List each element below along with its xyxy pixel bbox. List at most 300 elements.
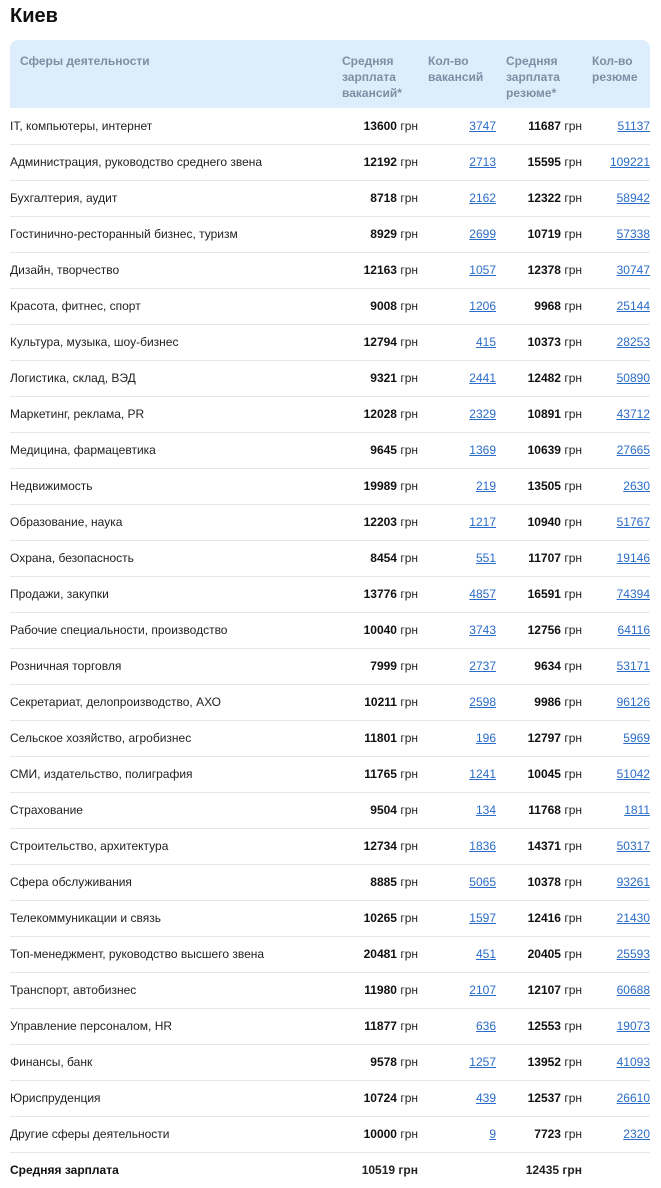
salary-resumes-value: 13952 [527, 1055, 561, 1069]
salary-resumes-cell [496, 180, 582, 216]
vacancies-link[interactable]: 1257 [469, 1055, 496, 1069]
salary-resumes-cell [496, 972, 582, 1008]
vacancies-cell [418, 1080, 496, 1116]
currency-label: грн [564, 983, 582, 997]
resumes-link[interactable]: 43712 [616, 407, 650, 421]
vacancies-cell [418, 288, 496, 324]
vacancies-cell [418, 396, 496, 432]
resumes-cell [582, 540, 650, 576]
vacancies-link[interactable]: 1206 [469, 299, 496, 313]
salary-vacancies-value: 12734 [363, 839, 397, 853]
currency-label: грн [564, 803, 582, 817]
vacancies-cell [418, 576, 496, 612]
currency-label: грн [400, 155, 418, 169]
salary-resumes-cell [496, 936, 582, 972]
vacancies-link[interactable]: 4857 [469, 587, 496, 601]
currency-label: грн [564, 731, 582, 745]
resumes-cell [582, 684, 650, 720]
category-cell: Недвижимость [10, 468, 332, 504]
salary-vacancies-cell [332, 216, 418, 252]
resumes-cell [582, 900, 650, 936]
resumes-cell [582, 396, 650, 432]
vacancies-cell [418, 468, 496, 504]
vacancies-link[interactable]: 439 [475, 1091, 496, 1105]
salary-vacancies-cell [332, 288, 418, 324]
salary-resumes-value: 12797 [527, 731, 561, 745]
currency-label: грн [400, 1127, 418, 1141]
resumes-link[interactable]: 25144 [616, 299, 650, 313]
salary-vacancies-value: 11877 [364, 1019, 397, 1033]
vacancies-link[interactable]: 9 [489, 1127, 496, 1141]
currency-label: грн [400, 587, 418, 601]
currency-label: грн [564, 515, 582, 529]
resumes-cell [582, 1080, 650, 1116]
category-cell: Бухгалтерия, аудит [10, 180, 332, 216]
salary-vacancies-value: 13600 [363, 118, 397, 133]
salary-table [10, 40, 650, 1188]
resumes-link[interactable]: 19146 [616, 551, 650, 565]
vacancies-cell [418, 756, 496, 792]
salary-vacancies-cell [332, 1008, 418, 1044]
resumes-link[interactable]: 21430 [616, 911, 650, 925]
table-header-row [10, 40, 650, 108]
resumes-link[interactable]: 74394 [616, 587, 650, 601]
salary-resumes-cell [496, 468, 582, 504]
vacancies-cell [418, 684, 496, 720]
salary-resumes-cell [496, 504, 582, 540]
salary-vacancies-cell [332, 432, 418, 468]
total-salary-resumes-cell [496, 1152, 582, 1188]
resumes-link[interactable]: 26610 [616, 1091, 650, 1105]
salary-resumes-cell [496, 396, 582, 432]
currency-label: грн [564, 191, 582, 205]
header-count-resumes: Кол-во резюме [582, 40, 650, 108]
resumes-link[interactable]: 50890 [616, 371, 650, 385]
vacancies-cell [418, 1116, 496, 1152]
salary-vacancies-value: 11980 [364, 983, 397, 997]
vacancies-link[interactable]: 3747 [469, 118, 496, 133]
vacancies-link[interactable]: 2737 [469, 659, 496, 673]
vacancies-cell [418, 612, 496, 648]
vacancies-cell [418, 504, 496, 540]
table-row [10, 612, 650, 648]
salary-vacancies-value: 12163 [363, 263, 397, 277]
salary-vacancies-cell [332, 108, 418, 144]
resumes-link[interactable]: 50317 [616, 839, 650, 853]
currency-label: грн [564, 623, 582, 637]
salary-resumes-cell [496, 792, 582, 828]
salary-vacancies-value: 12028 [363, 407, 397, 421]
currency-label: грн [400, 839, 418, 853]
resumes-link[interactable]: 19073 [616, 1019, 650, 1033]
resumes-cell [582, 216, 650, 252]
resumes-cell [582, 252, 650, 288]
vacancies-link[interactable]: 219 [475, 479, 496, 493]
category-cell: Розничная торговля [10, 648, 332, 684]
currency-label: грн [564, 299, 582, 313]
salary-resumes-value: 10940 [527, 515, 561, 529]
salary-resumes-cell [496, 576, 582, 612]
currency-label: грн [400, 767, 418, 781]
vacancies-cell [418, 936, 496, 972]
header-count-vacancies: Кол-во вакансий [418, 40, 496, 108]
vacancies-link[interactable]: 1241 [469, 767, 496, 781]
resumes-cell [582, 612, 650, 648]
salary-resumes-value: 10719 [527, 227, 561, 241]
category-cell: Другие сферы деятельности [10, 1116, 332, 1152]
currency-label: грн [564, 371, 582, 385]
currency-label: грн [400, 299, 418, 313]
vacancies-link[interactable]: 1597 [469, 911, 496, 925]
salary-vacancies-value: 11765 [364, 767, 397, 781]
currency-label: грн [400, 695, 418, 709]
table-row [10, 1044, 650, 1080]
vacancies-link[interactable]: 2713 [469, 155, 496, 169]
salary-vacancies-cell [332, 720, 418, 756]
salary-resumes-cell [496, 252, 582, 288]
vacancies-cell [418, 324, 496, 360]
resumes-link[interactable]: 53171 [616, 659, 650, 673]
category-cell: Продажи, закупки [10, 576, 332, 612]
salary-resumes-value: 11687 [528, 118, 561, 133]
salary-vacancies-cell [332, 828, 418, 864]
vacancies-link[interactable]: 2598 [469, 695, 496, 709]
resumes-cell [582, 1044, 650, 1080]
salary-vacancies-value: 9504 [370, 803, 397, 817]
header-salary-resumes: Средняя зарплата резюме* [496, 40, 582, 108]
salary-vacancies-cell [332, 936, 418, 972]
vacancies-link[interactable]: 636 [475, 1019, 496, 1033]
resumes-cell [582, 180, 650, 216]
vacancies-link[interactable]: 451 [475, 947, 496, 961]
resumes-cell [582, 576, 650, 612]
table-row [10, 684, 650, 720]
category-cell: Транспорт, автобизнес [10, 972, 332, 1008]
total-salary-resumes-value: 12435 [525, 1163, 560, 1178]
category-cell: Строительство, архитектура [10, 828, 332, 864]
salary-resumes-value: 11707 [528, 551, 561, 565]
category-cell: Охрана, безопасность [10, 540, 332, 576]
header-category: Сферы деятельности [10, 40, 332, 108]
table-row [10, 1116, 650, 1152]
salary-vacancies-cell [332, 504, 418, 540]
vacancies-cell [418, 144, 496, 180]
category-cell: СМИ, издательство, полиграфия [10, 756, 332, 792]
resumes-link[interactable]: 93261 [616, 875, 650, 889]
resumes-link[interactable]: 51042 [616, 767, 650, 781]
salary-vacancies-cell [332, 540, 418, 576]
total-vacancies-cell [418, 1152, 496, 1188]
vacancies-link[interactable]: 1217 [469, 515, 496, 529]
salary-vacancies-value: 9321 [370, 371, 397, 385]
salary-resumes-value: 10639 [527, 443, 561, 457]
category-cell: Гостинично-ресторанный бизнес, туризм [10, 216, 332, 252]
resumes-cell [582, 936, 650, 972]
vacancies-link[interactable]: 5065 [469, 875, 496, 889]
salary-resumes-value: 12482 [527, 371, 561, 385]
salary-vacancies-cell [332, 972, 418, 1008]
table-row [10, 1080, 650, 1116]
salary-resumes-value: 9968 [534, 299, 561, 313]
currency-label: грн [564, 911, 582, 925]
salary-vacancies-value: 8885 [370, 875, 397, 889]
salary-vacancies-value: 8718 [370, 191, 397, 205]
currency-label: грн [564, 875, 582, 889]
salary-resumes-cell [496, 900, 582, 936]
currency-label: грн [564, 695, 582, 709]
salary-vacancies-cell [332, 792, 418, 828]
category-cell: Дизайн, творчество [10, 252, 332, 288]
vacancies-cell [418, 900, 496, 936]
resumes-link[interactable]: 27665 [616, 443, 650, 457]
salary-vacancies-cell [332, 1080, 418, 1116]
vacancies-link[interactable]: 2329 [469, 407, 496, 421]
currency-label: грн [564, 1055, 582, 1069]
currency-label: грн [400, 191, 418, 205]
salary-resumes-value: 20405 [527, 947, 561, 961]
vacancies-link[interactable]: 1836 [469, 839, 496, 853]
category-cell: Сельское хозяйство, агробизнес [10, 720, 332, 756]
salary-vacancies-cell [332, 864, 418, 900]
total-resumes-cell [582, 1152, 650, 1188]
table-row [10, 216, 650, 252]
salary-resumes-cell [496, 360, 582, 396]
table-row [10, 108, 650, 144]
table-row [10, 360, 650, 396]
salary-vacancies-value: 10724 [363, 1091, 397, 1105]
vacancies-link[interactable]: 2162 [469, 191, 496, 205]
vacancies-cell [418, 720, 496, 756]
salary-vacancies-value: 19989 [363, 479, 397, 493]
salary-vacancies-cell [332, 1116, 418, 1152]
salary-resumes-cell [496, 648, 582, 684]
resumes-link[interactable]: 5969 [623, 731, 650, 745]
resumes-cell [582, 360, 650, 396]
resumes-link[interactable]: 60688 [616, 983, 650, 997]
resumes-link[interactable]: 64116 [617, 623, 650, 637]
currency-label: грн [564, 479, 582, 493]
salary-resumes-value: 10045 [527, 767, 561, 781]
table-row [10, 864, 650, 900]
table-row [10, 504, 650, 540]
salary-vacancies-value: 12794 [363, 335, 397, 349]
currency-label: грн [400, 227, 418, 241]
currency-label: грн [564, 443, 582, 457]
salary-resumes-cell [496, 432, 582, 468]
salary-vacancies-value: 20481 [363, 947, 397, 961]
table-row [10, 576, 650, 612]
category-cell: Рабочие специальности, производство [10, 612, 332, 648]
resumes-link[interactable]: 109221 [609, 155, 650, 169]
currency-label: грн [400, 731, 418, 745]
resumes-cell [582, 504, 650, 540]
salary-vacancies-value: 9578 [370, 1055, 397, 1069]
vacancies-cell [418, 828, 496, 864]
salary-vacancies-value: 11801 [364, 731, 397, 745]
total-row [10, 1152, 650, 1188]
currency-label: грн [564, 335, 582, 349]
category-cell: Образование, наука [10, 504, 332, 540]
salary-vacancies-cell [332, 396, 418, 432]
vacancies-cell [418, 1008, 496, 1044]
vacancies-link[interactable]: 1369 [469, 443, 496, 457]
vacancies-link[interactable]: 415 [475, 335, 496, 349]
salary-resumes-cell [496, 1044, 582, 1080]
salary-resumes-cell [496, 612, 582, 648]
currency-label: грн [400, 911, 418, 925]
salary-vacancies-cell [332, 648, 418, 684]
salary-vacancies-value: 12203 [363, 515, 397, 529]
resumes-cell [582, 864, 650, 900]
salary-resumes-cell [496, 828, 582, 864]
resumes-cell [582, 144, 650, 180]
table-row [10, 144, 650, 180]
resumes-cell [582, 756, 650, 792]
salary-resumes-value: 10373 [527, 335, 561, 349]
resumes-cell [582, 1008, 650, 1044]
resumes-cell [582, 828, 650, 864]
category-cell: Красота, фитнес, спорт [10, 288, 332, 324]
salary-vacancies-value: 7999 [370, 659, 397, 673]
resumes-cell [582, 432, 650, 468]
resumes-link[interactable]: 51137 [617, 118, 650, 133]
salary-vacancies-cell [332, 612, 418, 648]
resumes-cell [582, 792, 650, 828]
vacancies-link[interactable]: 2699 [469, 227, 496, 241]
header-salary-vacancies: Средняя зарплата вакансий* [332, 40, 418, 108]
resumes-link[interactable]: 2630 [623, 479, 650, 493]
salary-vacancies-value: 9008 [370, 299, 397, 313]
vacancies-cell [418, 792, 496, 828]
salary-vacancies-value: 8454 [370, 551, 397, 565]
category-cell: Управление персоналом, HR [10, 1008, 332, 1044]
resumes-link[interactable]: 58942 [616, 191, 650, 205]
salary-resumes-value: 12553 [527, 1019, 561, 1033]
currency-label: грн [398, 1163, 418, 1178]
salary-resumes-value: 12416 [527, 911, 561, 925]
salary-resumes-cell [496, 1116, 582, 1152]
vacancies-link[interactable]: 2441 [469, 371, 496, 385]
table-row [10, 828, 650, 864]
table-row [10, 324, 650, 360]
table-row [10, 252, 650, 288]
total-salary-vacancies-value: 10519 [361, 1163, 396, 1178]
table-row [10, 972, 650, 1008]
resumes-link[interactable]: 96126 [616, 695, 650, 709]
category-cell: Медицина, фармацевтика [10, 432, 332, 468]
table-row [10, 468, 650, 504]
resumes-cell [582, 108, 650, 144]
category-cell: Страхование [10, 792, 332, 828]
vacancies-link[interactable]: 196 [475, 731, 496, 745]
vacancies-link[interactable]: 2107 [469, 983, 496, 997]
resumes-link[interactable]: 28253 [616, 335, 650, 349]
salary-vacancies-value: 13776 [363, 587, 397, 601]
salary-resumes-value: 12537 [527, 1091, 561, 1105]
salary-vacancies-cell [332, 180, 418, 216]
salary-vacancies-cell [332, 360, 418, 396]
currency-label: грн [564, 551, 582, 565]
resumes-cell [582, 648, 650, 684]
salary-resumes-cell [496, 720, 582, 756]
resumes-link[interactable]: 2320 [623, 1127, 650, 1141]
salary-resumes-cell [496, 324, 582, 360]
currency-label: грн [400, 551, 418, 565]
vacancies-cell [418, 180, 496, 216]
vacancies-cell [418, 864, 496, 900]
salary-resumes-value: 11768 [528, 803, 561, 817]
category-cell: Маркетинг, реклама, PR [10, 396, 332, 432]
vacancies-link[interactable]: 551 [475, 551, 496, 565]
vacancies-cell [418, 648, 496, 684]
table-row [10, 540, 650, 576]
salary-vacancies-cell [332, 252, 418, 288]
resumes-link[interactable]: 1811 [624, 803, 650, 817]
currency-label: грн [564, 587, 582, 601]
currency-label: грн [564, 407, 582, 421]
salary-resumes-value: 12107 [527, 983, 561, 997]
resumes-link[interactable]: 57338 [616, 227, 650, 241]
vacancies-link[interactable]: 1057 [469, 263, 496, 277]
resumes-link[interactable]: 51767 [616, 515, 650, 529]
vacancies-cell [418, 108, 496, 144]
vacancies-cell [418, 360, 496, 396]
category-cell: Сфера обслуживания [10, 864, 332, 900]
salary-vacancies-cell [332, 756, 418, 792]
category-cell: Секретариат, делопроизводство, АХО [10, 684, 332, 720]
currency-label: грн [562, 1163, 582, 1178]
table-row [10, 432, 650, 468]
salary-resumes-cell [496, 216, 582, 252]
currency-label: грн [400, 1091, 418, 1105]
vacancies-cell [418, 540, 496, 576]
currency-label: грн [564, 1091, 582, 1105]
currency-label: грн [564, 839, 582, 853]
resumes-cell [582, 972, 650, 1008]
salary-resumes-cell [496, 684, 582, 720]
salary-resumes-cell [496, 756, 582, 792]
table-row [10, 900, 650, 936]
currency-label: грн [400, 407, 418, 421]
salary-vacancies-value: 12192 [363, 155, 397, 169]
salary-resumes-cell [496, 1008, 582, 1044]
resumes-link[interactable]: 25593 [616, 947, 650, 961]
salary-vacancies-cell [332, 576, 418, 612]
currency-label: грн [400, 947, 418, 961]
table-row [10, 396, 650, 432]
table-row [10, 936, 650, 972]
vacancies-link[interactable]: 3743 [469, 623, 496, 637]
vacancies-cell [418, 252, 496, 288]
table-row [10, 756, 650, 792]
salary-vacancies-cell [332, 900, 418, 936]
salary-vacancies-value: 8929 [370, 227, 397, 241]
currency-label: грн [564, 767, 582, 781]
resumes-link[interactable]: 41093 [616, 1055, 650, 1069]
vacancies-link[interactable]: 134 [475, 803, 496, 817]
salary-resumes-value: 12378 [527, 263, 561, 277]
salary-resumes-value: 10891 [527, 407, 561, 421]
resumes-cell [582, 324, 650, 360]
vacancies-cell [418, 216, 496, 252]
resumes-link[interactable]: 30747 [616, 263, 650, 277]
salary-vacancies-cell [332, 144, 418, 180]
total-label: Средняя зарплата [10, 1163, 119, 1178]
currency-label: грн [400, 263, 418, 277]
vacancies-cell [418, 972, 496, 1008]
currency-label: грн [564, 263, 582, 277]
salary-vacancies-value: 10265 [363, 911, 397, 925]
